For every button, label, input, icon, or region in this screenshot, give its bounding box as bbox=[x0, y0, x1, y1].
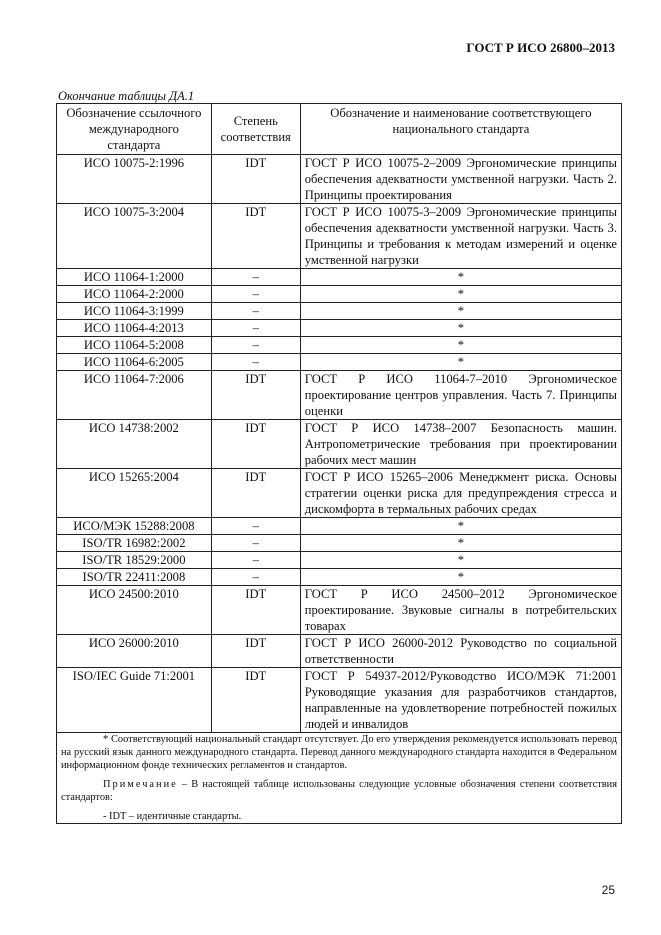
ref-standard-cell: ISO/TR 16982:2002 bbox=[57, 535, 212, 552]
degree-cell: – bbox=[211, 303, 300, 320]
note-paragraph bbox=[61, 778, 617, 804]
header-national-standard: Обозначение и наименование соответствующего национального стандарта bbox=[300, 104, 621, 155]
notes-row bbox=[57, 733, 622, 824]
table-row bbox=[57, 420, 622, 469]
degree-cell: – bbox=[211, 518, 300, 535]
national-standard-cell: * bbox=[300, 535, 621, 552]
degree-cell: – bbox=[211, 552, 300, 569]
degree-cell: – bbox=[211, 535, 300, 552]
note-text: – В настоящей таблице использованы следующие условные обозначения степени соответствия стандартов: bbox=[61, 779, 617, 803]
table-row bbox=[57, 337, 622, 354]
degree-cell: – bbox=[211, 286, 300, 303]
standards-table bbox=[56, 103, 622, 824]
table-row bbox=[57, 635, 622, 668]
ref-standard-cell: ISO/TR 22411:2008 bbox=[57, 569, 212, 586]
national-standard-cell: ГОСТ Р 54937-2012/Руководство ИСО/МЭК 71:2001 Руководящие указания для разработчиков стандартов, направленные на удовлетворение потребностей пожилых людей и инвалидов bbox=[300, 668, 621, 733]
degree-cell: – bbox=[211, 269, 300, 286]
ref-standard-cell: ИСО 11064-6:2005 bbox=[57, 354, 212, 371]
ref-standard-cell: ИСО 10075-3:2004 bbox=[57, 204, 212, 269]
header-degree: Степень соответствия bbox=[211, 104, 300, 155]
ref-standard-cell: ИСО 15265:2004 bbox=[57, 469, 212, 518]
national-standard-cell: * bbox=[300, 303, 621, 320]
national-standard-cell: * bbox=[300, 286, 621, 303]
table-body bbox=[57, 155, 622, 733]
degree-cell: IDT bbox=[211, 586, 300, 635]
ref-standard-cell: ИСО 24500:2010 bbox=[57, 586, 212, 635]
table-row bbox=[57, 155, 622, 204]
document-header: ГОСТ Р ИСО 26800–2013 bbox=[466, 40, 615, 55]
table-row bbox=[57, 518, 622, 535]
national-standard-cell: * bbox=[300, 320, 621, 337]
table-caption: Окончание таблицы ДА.1 bbox=[58, 89, 195, 103]
footnote-text: * Соответствующий национальный стандарт отсутствует. До его утверждения рекомендуется использовать перевод на русский язык данного международного стандарта. Перевод данного международного стандарта находится в Федеральном информационном фонде технических регламентов и стандартов. bbox=[61, 734, 617, 771]
degree-cell: IDT bbox=[211, 420, 300, 469]
degree-cell: IDT bbox=[211, 204, 300, 269]
national-standard-cell: * bbox=[300, 552, 621, 569]
national-standard-cell: * bbox=[300, 354, 621, 371]
national-standard-cell: ГОСТ Р ИСО 11064-7–2010 Эргономическое проектирование центров управления. Часть 7. Принципы оценки bbox=[300, 371, 621, 420]
national-standard-cell: * bbox=[300, 569, 621, 586]
degree-cell: – bbox=[211, 320, 300, 337]
degree-cell: IDT bbox=[211, 469, 300, 518]
table-row bbox=[57, 586, 622, 635]
table-row bbox=[57, 552, 622, 569]
table-row bbox=[57, 469, 622, 518]
table-row bbox=[57, 569, 622, 586]
national-standard-cell: ГОСТ Р ИСО 14738–2007 Безопасность машин. Антропометрические требования при проектировании рабочих мест машин bbox=[300, 420, 621, 469]
table-row bbox=[57, 204, 622, 269]
ref-standard-cell: ИСО 11064-5:2008 bbox=[57, 337, 212, 354]
table-row bbox=[57, 269, 622, 286]
national-standard-cell: * bbox=[300, 269, 621, 286]
table-row bbox=[57, 535, 622, 552]
note-label: Примечание bbox=[103, 779, 178, 790]
ref-standard-cell: ИСО 11064-4:2013 bbox=[57, 320, 212, 337]
national-standard-cell: ГОСТ Р ИСО 15265–2006 Менеджмент риска. Основы стратегии оценки риска для предупреждения стресса и дискомфорта в термальных рабочих средах bbox=[300, 469, 621, 518]
legend-text: - IDT – идентичные стандарты. bbox=[103, 811, 242, 822]
degree-cell: – bbox=[211, 569, 300, 586]
ref-standard-cell: ISO/TR 18529:2000 bbox=[57, 552, 212, 569]
degree-cell: IDT bbox=[211, 155, 300, 204]
national-standard-cell: ГОСТ Р ИСО 24500–2012 Эргономическое проектирование. Звуковые сигналы в потребительских товарах bbox=[300, 586, 621, 635]
national-standard-cell: * bbox=[300, 337, 621, 354]
degree-cell: IDT bbox=[211, 371, 300, 420]
table-header-row bbox=[57, 104, 622, 155]
national-standard-cell: ГОСТ Р ИСО 10075-3–2009 Эргономические принципы обеспечения адекватности умственной нагрузки. Часть 3. Принципы и требования к методам измерений и оценке умственной нагрузки bbox=[300, 204, 621, 269]
page-number: 25 bbox=[601, 883, 615, 897]
degree-cell: – bbox=[211, 337, 300, 354]
ref-standard-cell: ИСО/МЭК 15288:2008 bbox=[57, 518, 212, 535]
national-standard-cell: ГОСТ Р ИСО 26000-2012 Руководство по социальной ответственности bbox=[300, 635, 621, 668]
table-notes bbox=[57, 733, 622, 824]
ref-standard-cell: ИСО 11064-1:2000 bbox=[57, 269, 212, 286]
ref-standard-cell: ИСО 11064-2:2000 bbox=[57, 286, 212, 303]
degree-cell: IDT bbox=[211, 635, 300, 668]
ref-standard-cell: ИСО 26000:2010 bbox=[57, 635, 212, 668]
national-standard-cell: * bbox=[300, 518, 621, 535]
header-ref-standard: Обозначение ссылочного международного стандарта bbox=[57, 104, 212, 155]
degree-cell: – bbox=[211, 354, 300, 371]
table-row bbox=[57, 668, 622, 733]
degree-cell: IDT bbox=[211, 668, 300, 733]
ref-standard-cell: ISO/IEC Guide 71:2001 bbox=[57, 668, 212, 733]
table-row bbox=[57, 354, 622, 371]
table-row bbox=[57, 303, 622, 320]
national-standard-cell: ГОСТ Р ИСО 10075-2–2009 Эргономические принципы обеспечения адекватности умственной нагрузки. Часть 2. Принципы проектирования bbox=[300, 155, 621, 204]
table-row bbox=[57, 286, 622, 303]
ref-standard-cell: ИСО 10075-2:1996 bbox=[57, 155, 212, 204]
ref-standard-cell: ИСО 14738:2002 bbox=[57, 420, 212, 469]
table-row bbox=[57, 320, 622, 337]
ref-standard-cell: ИСО 11064-7:2006 bbox=[57, 371, 212, 420]
table-row bbox=[57, 371, 622, 420]
ref-standard-cell: ИСО 11064-3:1999 bbox=[57, 303, 212, 320]
